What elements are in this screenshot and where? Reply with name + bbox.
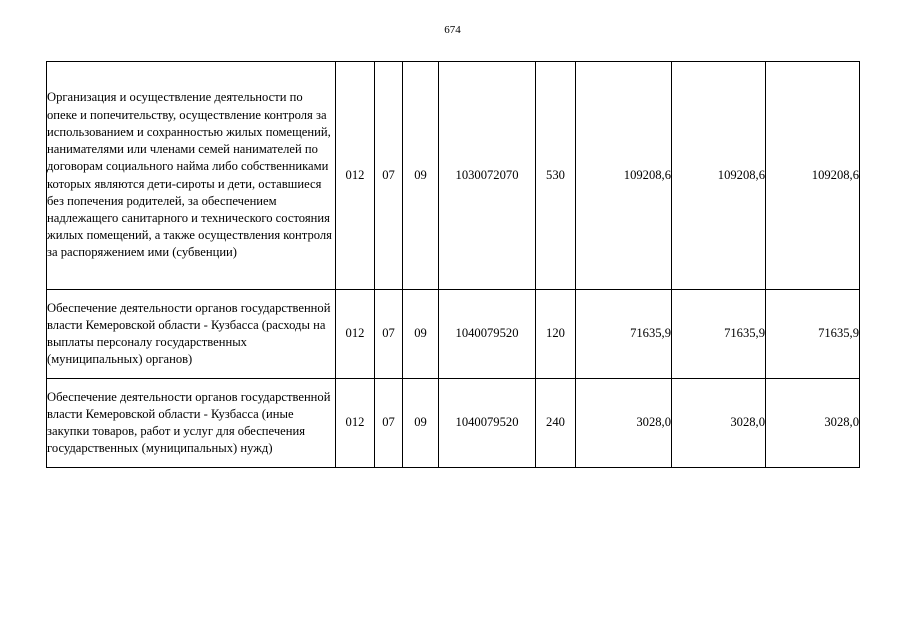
section-code: 07 [375, 290, 403, 379]
table-row [47, 290, 860, 379]
ministry-code: 012 [336, 62, 375, 290]
row-description: Обеспечение деятельности органов государственной власти Кемеровской области - Кузбасса (иные закупки товаров, работ и услуг для обеспечения государственных (муниципальных) нужд) [47, 379, 336, 468]
row-description: Обеспечение деятельности органов государственной власти Кемеровской области - Кузбасса (расходы на выплаты персоналу государственных (муниципальных) органов) [47, 290, 336, 379]
amount-year-3: 71635,9 [766, 290, 860, 379]
table-row [47, 62, 860, 290]
amount-year-2: 109208,6 [672, 62, 766, 290]
amount-year-1: 3028,0 [576, 379, 672, 468]
ministry-code: 012 [336, 379, 375, 468]
row-description: Организация и осуществление деятельности по опеке и попечительству, осуществление контроля за использованием и сохранностью жилых помещений, нанимателями или членами семей нанимателей по договорам социального найма либо собственниками которых являются дети-сироты и дети, оставшиеся без попечения родителей, за обеспечением надлежащего санитарного и технического состояния жилых помещений, а также осуществления контроля за распоряжением ими (субвенции) [47, 62, 336, 290]
expense-type-code: 120 [536, 290, 576, 379]
amount-year-3: 3028,0 [766, 379, 860, 468]
expense-type-code: 240 [536, 379, 576, 468]
section-code: 07 [375, 62, 403, 290]
budget-table [46, 61, 860, 468]
target-article-code: 1030072070 [439, 62, 536, 290]
subsection-code: 09 [403, 62, 439, 290]
target-article-code: 1040079520 [439, 290, 536, 379]
expense-type-code: 530 [536, 62, 576, 290]
section-code: 07 [375, 379, 403, 468]
amount-year-1: 71635,9 [576, 290, 672, 379]
amount-year-2: 71635,9 [672, 290, 766, 379]
page-number: 674 [444, 24, 461, 36]
target-article-code: 1040079520 [439, 379, 536, 468]
amount-year-2: 3028,0 [672, 379, 766, 468]
subsection-code: 09 [403, 290, 439, 379]
amount-year-3: 109208,6 [766, 62, 860, 290]
amount-year-1: 109208,6 [576, 62, 672, 290]
ministry-code: 012 [336, 290, 375, 379]
table-row [47, 379, 860, 468]
subsection-code: 09 [403, 379, 439, 468]
